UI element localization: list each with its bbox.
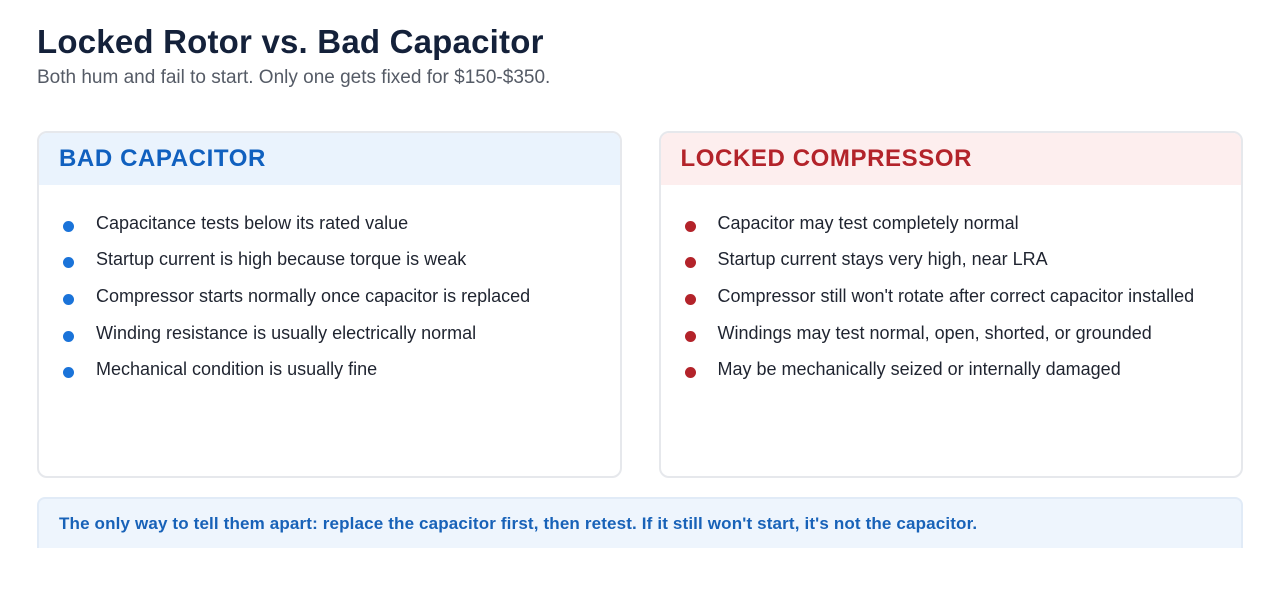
- callout-note: [37, 497, 1243, 548]
- bad-capacitor-card: [37, 131, 622, 478]
- bullet-icon: [685, 367, 696, 378]
- list-item: [661, 242, 1242, 279]
- list-item-text: Compressor starts normally once capacitor is replaced: [96, 285, 531, 306]
- list-item: [661, 278, 1242, 315]
- bullet-icon: [63, 294, 74, 305]
- locked-compressor-list: [661, 185, 1242, 388]
- list-item: [661, 315, 1242, 352]
- list-item-text: Mechanical condition is usually fine: [96, 359, 378, 380]
- list-item-text: Capacitor may test completely normal: [717, 212, 1019, 233]
- bullet-icon: [63, 257, 74, 268]
- bullet-icon: [685, 221, 696, 232]
- list-item-text: Winding resistance is usually electrically normal: [96, 322, 477, 343]
- list-item: [661, 205, 1242, 242]
- list-item-text: Startup current is high because torque is weak: [96, 249, 467, 270]
- comparison-cards: [37, 131, 1243, 478]
- bullet-icon: [685, 331, 696, 342]
- bad-capacitor-list: [39, 185, 620, 388]
- bad-capacitor-heading: BAD CAPACITOR: [39, 133, 620, 185]
- callout-note-text: The only way to tell them apart: replace the capacitor first, then retest. If it still won't start, it's not the capacitor.: [59, 513, 978, 533]
- list-item: [39, 315, 620, 352]
- page-title: Locked Rotor vs. Bad Capacitor: [37, 23, 544, 60]
- list-item: [39, 278, 620, 315]
- bullet-icon: [685, 257, 696, 268]
- list-item: [39, 351, 620, 388]
- bullet-icon: [63, 367, 74, 378]
- locked-compressor-card: [659, 131, 1244, 478]
- list-item: [39, 242, 620, 279]
- list-item-text: Compressor still won't rotate after correct capacitor installed: [717, 285, 1195, 306]
- bullet-icon: [685, 294, 696, 305]
- list-item-text: Windings may test normal, open, shorted, or grounded: [717, 322, 1152, 343]
- bullet-icon: [63, 331, 74, 342]
- locked-compressor-heading: LOCKED COMPRESSOR: [661, 133, 1242, 185]
- list-item: [661, 351, 1242, 388]
- bullet-icon: [63, 221, 74, 232]
- list-item-text: Startup current stays very high, near LRA: [717, 249, 1048, 270]
- list-item-text: May be mechanically seized or internally damaged: [717, 359, 1121, 380]
- list-item-text: Capacitance tests below its rated value: [96, 212, 409, 233]
- list-item: [39, 205, 620, 242]
- page-subtitle: Both hum and fail to start. Only one gets fixed for $150-$350.: [37, 67, 551, 88]
